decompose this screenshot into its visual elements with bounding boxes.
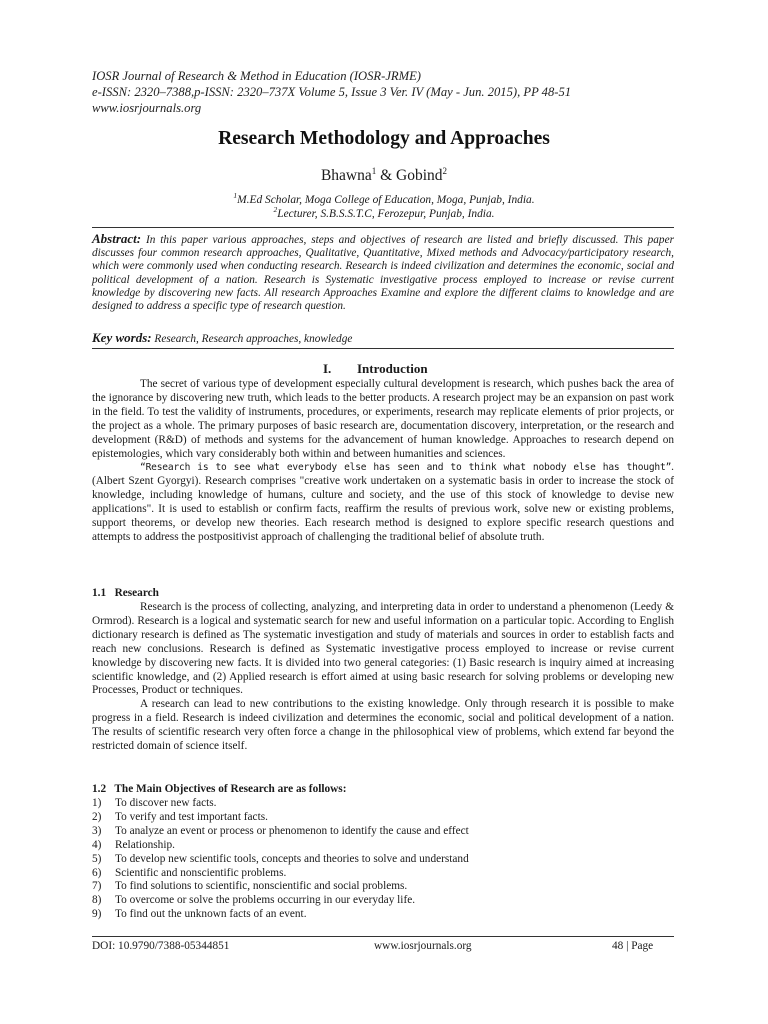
- list-text: To find solutions to scientific, nonscientific and social problems.: [115, 880, 408, 893]
- list-item: [92, 797, 674, 811]
- list-item: [92, 894, 674, 908]
- author-affil-mark: 2: [442, 166, 448, 176]
- list-item: [92, 825, 674, 839]
- paper-title: Research Methodology and Approaches: [218, 128, 550, 149]
- list-text: To find out the unknown facts of an event.: [115, 908, 307, 921]
- list-text: To overcome or solve the problems occurring in our everyday life.: [115, 894, 416, 907]
- page-number: 48 | Page: [612, 940, 654, 952]
- keywords: [92, 331, 674, 346]
- abstract-label: Abstract:: [92, 231, 142, 246]
- list-number: 1): [92, 797, 102, 809]
- list-item: [92, 867, 674, 881]
- list-text: To discover new facts.: [115, 797, 217, 809]
- affil-mark: 1: [233, 191, 238, 200]
- list-item: [92, 880, 674, 894]
- list-number: 6): [92, 866, 102, 879]
- affil-text: M.Ed Scholar, Moga College of Education, Moga, Punjab, India.: [237, 193, 535, 206]
- list-text: To develop new scientific tools, concepts and theories to solve and understand: [115, 852, 469, 865]
- list-item: [92, 839, 674, 853]
- affil-text: Lecturer, S.B.S.S.T.C, Ferozepur, Punjab, India.: [277, 207, 495, 220]
- list-text: To verify and test important facts.: [115, 810, 268, 823]
- subsection-heading: 1.2 The Main Objectives of Research are as follows:: [92, 783, 347, 795]
- affiliation-2: [0, 203, 768, 221]
- keywords-text: Research, Research approaches, knowledge: [151, 333, 353, 345]
- abstract-bottom-rule: [92, 348, 674, 349]
- list-item: [92, 853, 674, 867]
- abstract-text: In this paper various approaches, steps and objectives of research are listed and briefly discussed. This paper discusses four common research approaches, Qualitative, Quantitative, Mixed methods and Advocacy/participatory research, which were commonly used when conducting research. Research is indeed civilization and determines the economic, social and political development of a nation. Research is Systematic investigative process employed to increase or revise current knowledge by discovering new facts. All research Approaches Examine and explore the different claims to knowledge and are designed to address a specific type of research question.: [92, 234, 674, 313]
- introduction-body: [92, 378, 674, 545]
- list-text: To analyze an event or process or phenomenon to identify the cause and effect: [115, 824, 469, 837]
- paragraph-text: . (Albert Szent Gyorgyi). Research comprises "creative work undertaken on a systematic basis in order to increase the stock of knowledge, including knowledge of humans, culture and society, and the use of this stock of knowledge to devise new applications". It is used to establish or confirm facts, reaffirm the results of previous work, solve new or existing problems, support theorems, or develop new theories. Each research method is designed to explore specific research questions and attempts to address the postpositivist approach of challenging the traditional belief of absolute truth.: [92, 461, 674, 543]
- list-number: 3): [92, 824, 102, 837]
- paragraph: [92, 461, 674, 544]
- author-name: Gobind: [396, 167, 443, 185]
- list-number: 2): [92, 810, 102, 823]
- list-number: 7): [92, 880, 102, 893]
- journal-url: www.iosrjournals.org: [92, 101, 202, 115]
- author-affil-mark: 1: [371, 166, 377, 176]
- journal-header: [92, 68, 692, 116]
- subsection-heading: 1.1 Research: [92, 587, 159, 599]
- keywords-label: Key words:: [92, 330, 152, 345]
- quotation: “Research is to see what everybody else has seen and to think what nobody else has thought”: [140, 462, 672, 474]
- footer-doi: DOI: 10.9790/7388-05344851: [92, 940, 230, 952]
- paragraph: A research can lead to new contributions to the existing knowledge. Only through research it is possible to make progress in a field. Research is indeed civilization and determines the economic, social and political development of a nation. The results of scientific research very often force a change in the philosophical view of problems, which extend far beyond the restricted domain of science itself.: [92, 698, 674, 753]
- footer-rule: [92, 936, 674, 937]
- list-item: [92, 908, 674, 922]
- list-number: 4): [92, 838, 102, 851]
- paragraph: Research is the process of collecting, analyzing, and interpreting data in order to understand a phenomenon (Leedy & Ormrod). Research is a logical and systematic search for new and useful information on a particular topic. According to English dictionary research is defined as The systematic investigation and study of materials and sources in order to establish facts and reach new conclusions. Research is defined as Systematic investigative process employed to increase or revise current knowledge by discovering new facts. It is divided into two general categories: (1) Basic research is inquiry aimed at increasing scientific knowledge, and (2) Applied research is effort aimed at using basic research for solving problems or developing new Processes, Product or techniques.: [92, 601, 674, 697]
- list-number: 9): [92, 908, 102, 921]
- abstract-top-rule: [92, 227, 674, 228]
- list-text: Scientific and nonscientific problems.: [115, 866, 287, 879]
- list-item: [92, 811, 674, 825]
- list-number: 5): [92, 852, 102, 865]
- list-text: Relationship.: [115, 838, 175, 851]
- list-number: 8): [92, 894, 102, 907]
- research-body: [92, 601, 674, 754]
- objectives-list: [92, 797, 674, 922]
- paragraph: The secret of various type of development especially cultural development is research, which pushes back the area of the ignorance by discovering new truth, which leads to the better products. A research project may be an expansion on past work in the field. To test the validity of instruments, procedures, or experiments, research may replicate elements of prior projects, or the project as a whole. The primary purposes of basic research are, documentation discovery, interpretation, or the research and development (R&D) of methods and systems for the advancement of human knowledge. Approaches to research depend on epistemologies, which vary considerably both within and between humanities and sciences.: [92, 378, 674, 460]
- section-number: I.: [323, 361, 332, 376]
- section-heading: Introduction: [357, 361, 428, 376]
- footer-site: www.iosrjournals.org: [374, 940, 472, 952]
- author-separator: &: [376, 167, 397, 185]
- journal-name: IOSR Journal of Research & Method in Education (IOSR-JRME): [92, 69, 421, 83]
- affil-mark: 2: [273, 205, 278, 214]
- author-name: Bhawna: [320, 167, 372, 185]
- abstract: [92, 232, 674, 313]
- journal-issn: e-ISSN: 2320–7388,p-ISSN: 2320–737X Volume 5, Issue 3 Ver. IV (May - Jun. 2015), PP 48-51: [92, 85, 572, 99]
- author-line: [0, 166, 768, 185]
